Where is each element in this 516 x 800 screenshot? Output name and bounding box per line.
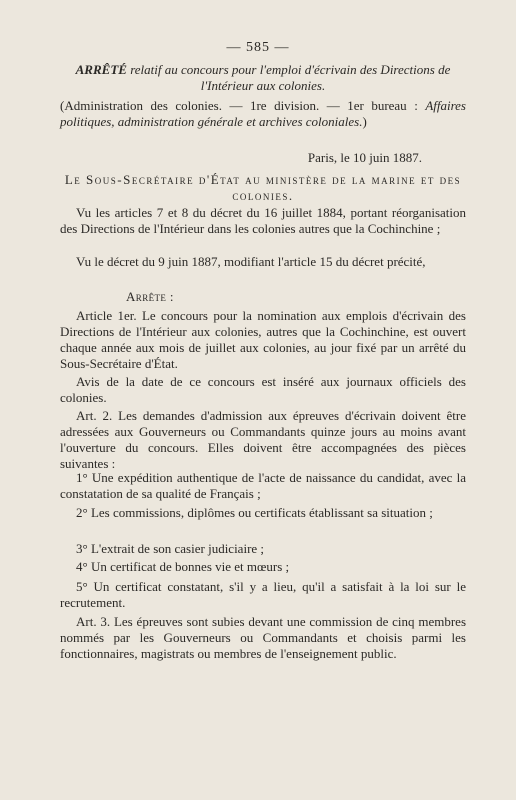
piece-1: 1° Une expédition authentique de l'acte de naissance du candidat, avec la constatation de sa qualité de Français ; <box>60 470 466 501</box>
administration-intro: (Administration des colonies. — 1re division. — 1er bureau : <box>60 98 426 113</box>
piece-5: 5° Un certificat constatant, s'il y a lieu, qu'il a satisfait à la loi sur le recrutement. <box>60 579 466 610</box>
date-line: Paris, le 10 juin 1887. <box>307 150 422 165</box>
piece-4: 4° Un certificat de bonnes vie et mœurs ; <box>76 559 290 574</box>
decree-title-bold: ARRÊTÉ <box>75 62 127 77</box>
vu-paragraph-1: Vu les articles 7 et 8 du décret du 16 juillet 1884, portant réorganisation des Directions de l'Intérieur dans les colonies autres que la Cochinchine ; <box>60 205 466 236</box>
administration-note <box>60 98 466 130</box>
decree-title-text: relatif au concours pour l'emploi d'écrivain des Directions de l'Intérieur aux colonies. <box>126 62 451 93</box>
administration-italic: Affaires politiques, administration générale et archives coloniales. <box>60 98 466 129</box>
decree-title <box>60 62 466 94</box>
piece-2: 2° Les commissions, diplômes ou certificats établissant sa situation ; <box>76 505 433 520</box>
issuer: Le Sous-Secrétaire d'État au ministère de la marine et des colonies. <box>64 172 462 203</box>
piece-3: 3° L'extrait de son casier judiciaire ; <box>76 541 265 556</box>
article-2: Art. 2. Les demandes d'admission aux épreuves d'écrivain doivent être adressées aux Gouverneurs ou Commandants quinze jours au moins avant l'ouverture du concours. Elles doivent être accompagnées des pièces suivantes : <box>60 408 466 471</box>
page-number: — 585 — <box>226 40 290 55</box>
vu-paragraph-2: Vu le décret du 9 juin 1887, modifiant l'article 15 du décret précité, <box>76 254 426 269</box>
article-1: Article 1er. Le concours pour la nomination aux emplois d'écrivain des Directions de l'Intérieur aux colonies, autres que la Cochinchine, est ouvert chaque année aux mois de juillet aux colonies, au jour fixé par un arrêté du Sous-Secrétaire d'État. <box>60 308 466 371</box>
article-1-notice: Avis de la date de ce concours est inséré aux journaux officiels des colonies. <box>60 374 466 405</box>
administration-close: ) <box>362 114 367 129</box>
arrete-heading: Arrête : <box>126 289 174 304</box>
article-3: Art. 3. Les épreuves sont subies devant une commission de cinq membres nommés par les Gouverneurs ou Commandants et choisis parmi les fonctionnaires, magistrats ou membres de l'enseignement public. <box>60 614 466 661</box>
